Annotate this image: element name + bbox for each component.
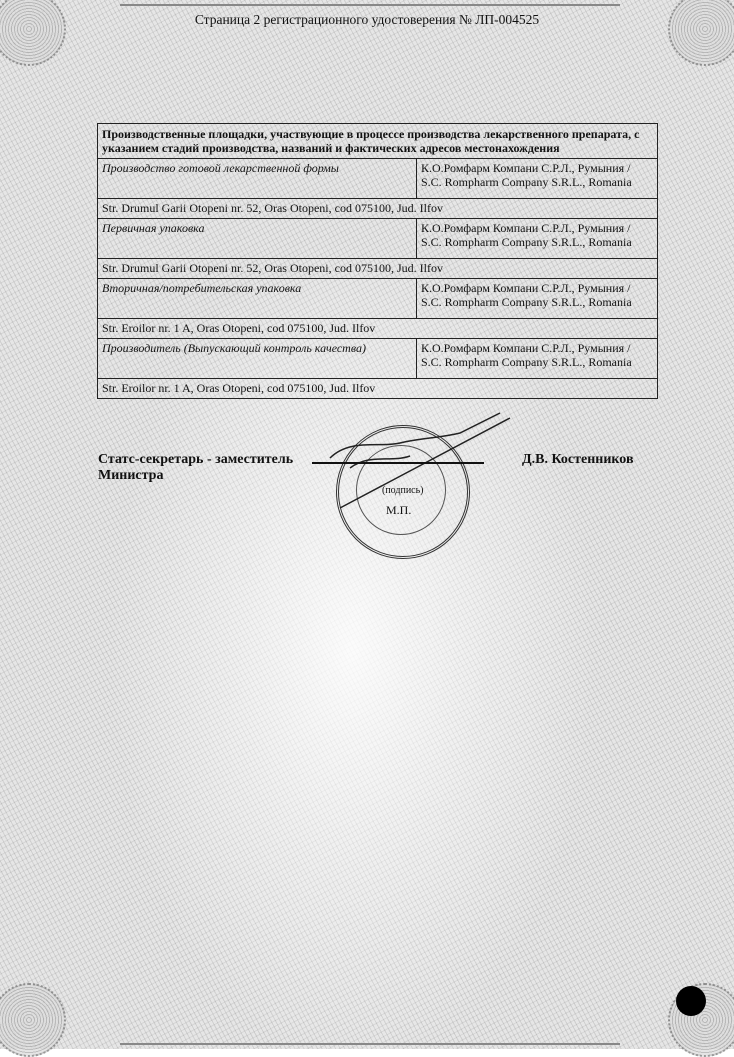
stage-cell: Производитель (Выпускающий контроль качества) — [98, 339, 417, 379]
company-ru: К.О.Ромфарм Компани С.Р.Л., Румыния / — [421, 341, 631, 355]
table-row — [98, 159, 658, 199]
company-cell — [417, 159, 658, 199]
address-cell: Str. Drumul Garii Otopeni nr. 52, Oras Otopeni, cod 075100, Jud. Ilfov — [98, 199, 658, 219]
company-cell — [417, 339, 658, 379]
table-row — [98, 379, 658, 399]
signature-line — [312, 462, 484, 464]
address-cell: Str. Eroilor nr. 1 A, Oras Otopeni, cod 075100, Jud. Ilfov — [98, 379, 658, 399]
company-ru: К.О.Ромфарм Компани С.Р.Л., Румыния / — [421, 221, 631, 235]
table-row — [98, 219, 658, 259]
table-row — [98, 339, 658, 379]
table-row — [98, 199, 658, 219]
company-en: S.C. Rompharm Company S.R.L., Romania — [421, 295, 632, 309]
address-cell: Str. Eroilor nr. 1 A, Oras Otopeni, cod 075100, Jud. Ilfov — [98, 319, 658, 339]
company-cell — [417, 219, 658, 259]
top-border — [120, 4, 620, 6]
bottom-border — [120, 1043, 620, 1045]
company-cell — [417, 279, 658, 319]
stamp-caption: М.П. — [386, 503, 412, 517]
address-cell: Str. Drumul Garii Otopeni nr. 52, Oras Otopeni, cod 075100, Jud. Ilfov — [98, 259, 658, 279]
signature-caption: (подпись) — [382, 485, 424, 496]
table-row — [98, 319, 658, 339]
production-sites-table — [97, 123, 658, 399]
table-heading: Производственные площадки, участвующие в процессе производства лекарственного препарата, с указанием стадий производства, названий и фактических адресов местонахождения — [98, 124, 658, 159]
stage-cell: Первичная упаковка — [98, 219, 417, 259]
stage-cell: Производство готовой лекарственной формы — [98, 159, 417, 199]
company-en: S.C. Rompharm Company S.R.L., Romania — [421, 355, 632, 369]
signatory-position-line1: Статс-секретарь - заместитель — [98, 452, 294, 467]
hole-punch-mark — [676, 986, 706, 1016]
table-row — [98, 279, 658, 319]
company-ru: К.О.Ромфарм Компани С.Р.Л., Румыния / — [421, 161, 631, 175]
page-title: Страница 2 регистрационного удостоверения № ЛП-004525 — [194, 12, 540, 27]
signatory-position-line2: Министра — [98, 468, 164, 483]
company-en: S.C. Rompharm Company S.R.L., Romania — [421, 175, 632, 189]
company-en: S.C. Rompharm Company S.R.L., Romania — [421, 235, 632, 249]
table-row — [98, 259, 658, 279]
stage-cell: Вторичная/потребительская упаковка — [98, 279, 417, 319]
company-ru: К.О.Ромфарм Компани С.Р.Л., Румыния / — [421, 281, 631, 295]
signatory-name: Д.В. Костенников — [522, 452, 634, 467]
